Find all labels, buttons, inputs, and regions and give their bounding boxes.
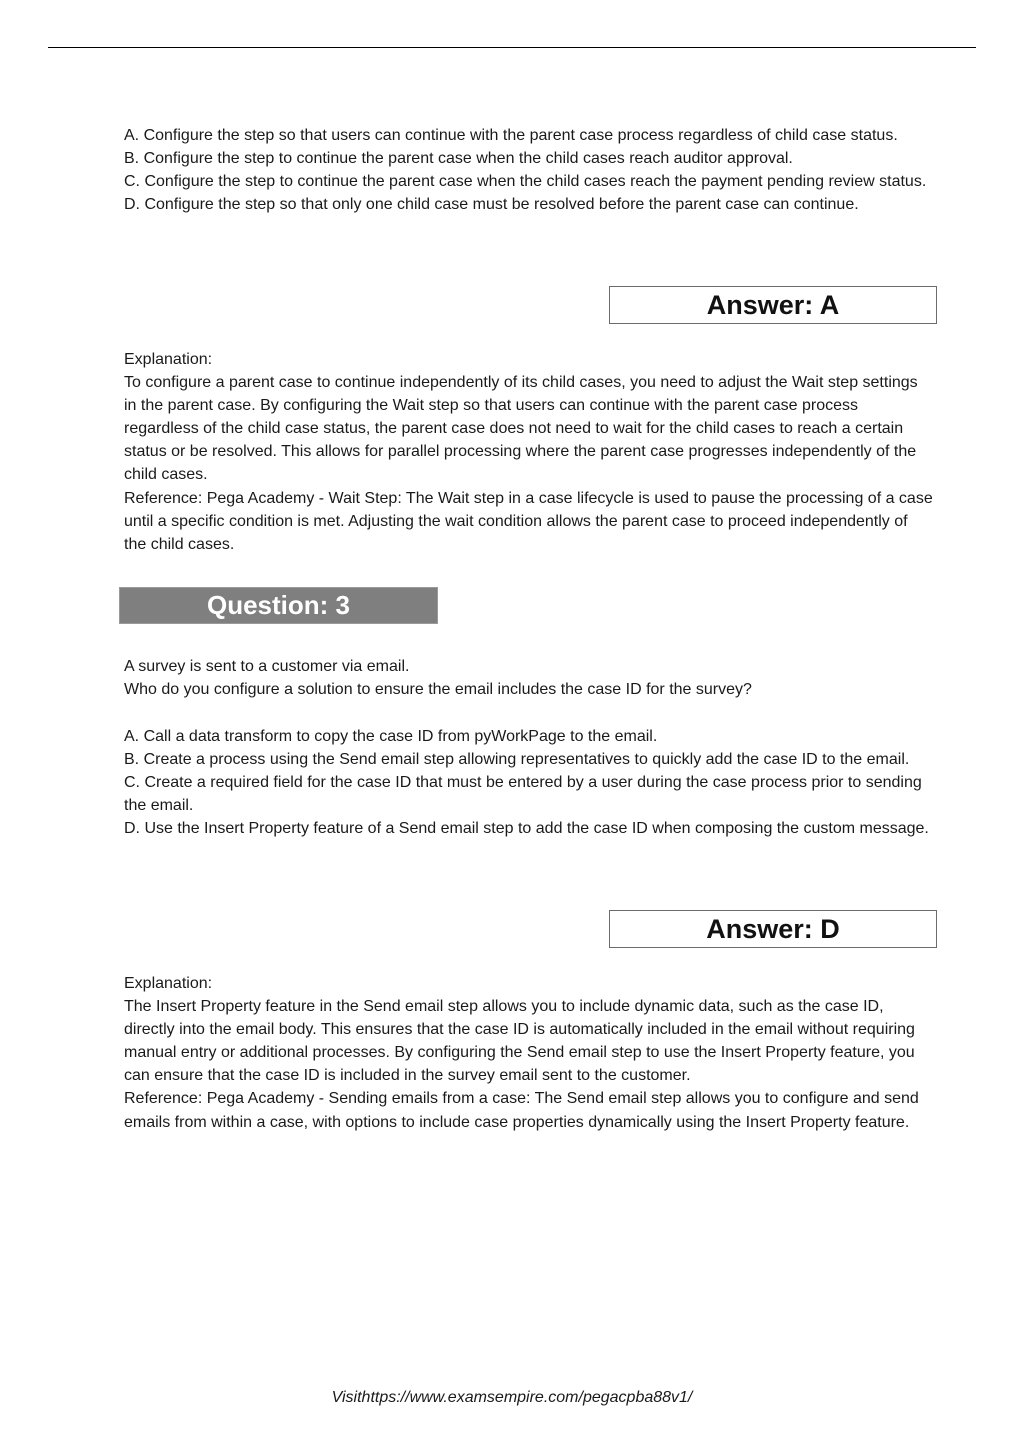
footer-url: Visithttps://www.examsempire.com/pegacpba88v1/ (331, 1389, 693, 1406)
question-3-banner: Question: 3 (119, 587, 438, 624)
q2-answer-box: Answer: A (609, 286, 937, 324)
q2-explanation-reference: Reference: Pega Academy - Wait Step: The Wait step in a case lifecycle is used to pause the processing of a case until a specific condition is met. Adjusting the wait condition allows the parent case to proceed independently of the child cases. (124, 489, 933, 553)
q3-explanation-body: The Insert Property feature in the Send email step allows you to include dynamic data, such as the case ID, directly into the email body. This ensures that the case ID is automatically included in the email without requiring manual entry or additional processes. By configuring the Send email step to use the Insert Property feature, you can ensure that the case ID is included in the survey email sent to the customer. (124, 998, 915, 1085)
q3-question (124, 655, 934, 701)
q3-options (124, 725, 934, 840)
q2-option-a: A. Configure the step so that users can continue with the parent case process regardless of child case status. (124, 127, 898, 144)
q3-option-c: C. Create a required field for the case ID that must be entered by a user during the case process prior to sending the email. (124, 774, 922, 815)
q3-explanation-reference: Reference: Pega Academy - Sending emails from a case: The Send email step allows you to configure and send emails from within a case, with options to include case properties dynamically using the Insert Property feature. (124, 1090, 919, 1131)
q3-question-line-1: A survey is sent to a customer via email. (124, 658, 410, 675)
q3-option-d: D. Use the Insert Property feature of a Send email step to add the case ID when composing the custom message. (124, 820, 929, 838)
q2-explanation-body: To configure a parent case to continue independently of its child cases, you need to adjust the Wait step settings in the parent case. By configuring the Wait step so that users can continue with the parent case process regardless of the child case status, the parent case does not need to wait for the child cases to reach a certain status or be resolved. This allows for parallel processing where the parent case progresses independently of the child cases. (124, 374, 918, 484)
q2-options (124, 124, 934, 216)
q3-explanation (124, 972, 934, 1134)
q2-option-c: C. Configure the step to continue the parent case when the child cases reach the payment pending review status. (124, 173, 927, 191)
q3-explanation-heading: Explanation: (124, 975, 213, 992)
q3-answer-box: Answer: D (609, 910, 937, 948)
q3-option-a: A. Call a data transform to copy the case ID from pyWorkPage to the email. (124, 728, 658, 745)
q2-explanation (124, 348, 934, 556)
header-rule (48, 47, 976, 48)
q3-question-line-2: Who do you configure a solution to ensure the email includes the case ID for the survey? (124, 681, 752, 699)
q2-option-d: D. Configure the step so that only one child case must be resolved before the parent case can continue. (124, 196, 859, 214)
q2-option-b: B. Configure the step to continue the parent case when the child cases reach auditor approval. (124, 150, 793, 168)
q3-option-b: B. Create a process using the Send email step allowing representatives to quickly add the case ID to the email. (124, 751, 910, 769)
q2-explanation-heading: Explanation: (124, 351, 213, 368)
